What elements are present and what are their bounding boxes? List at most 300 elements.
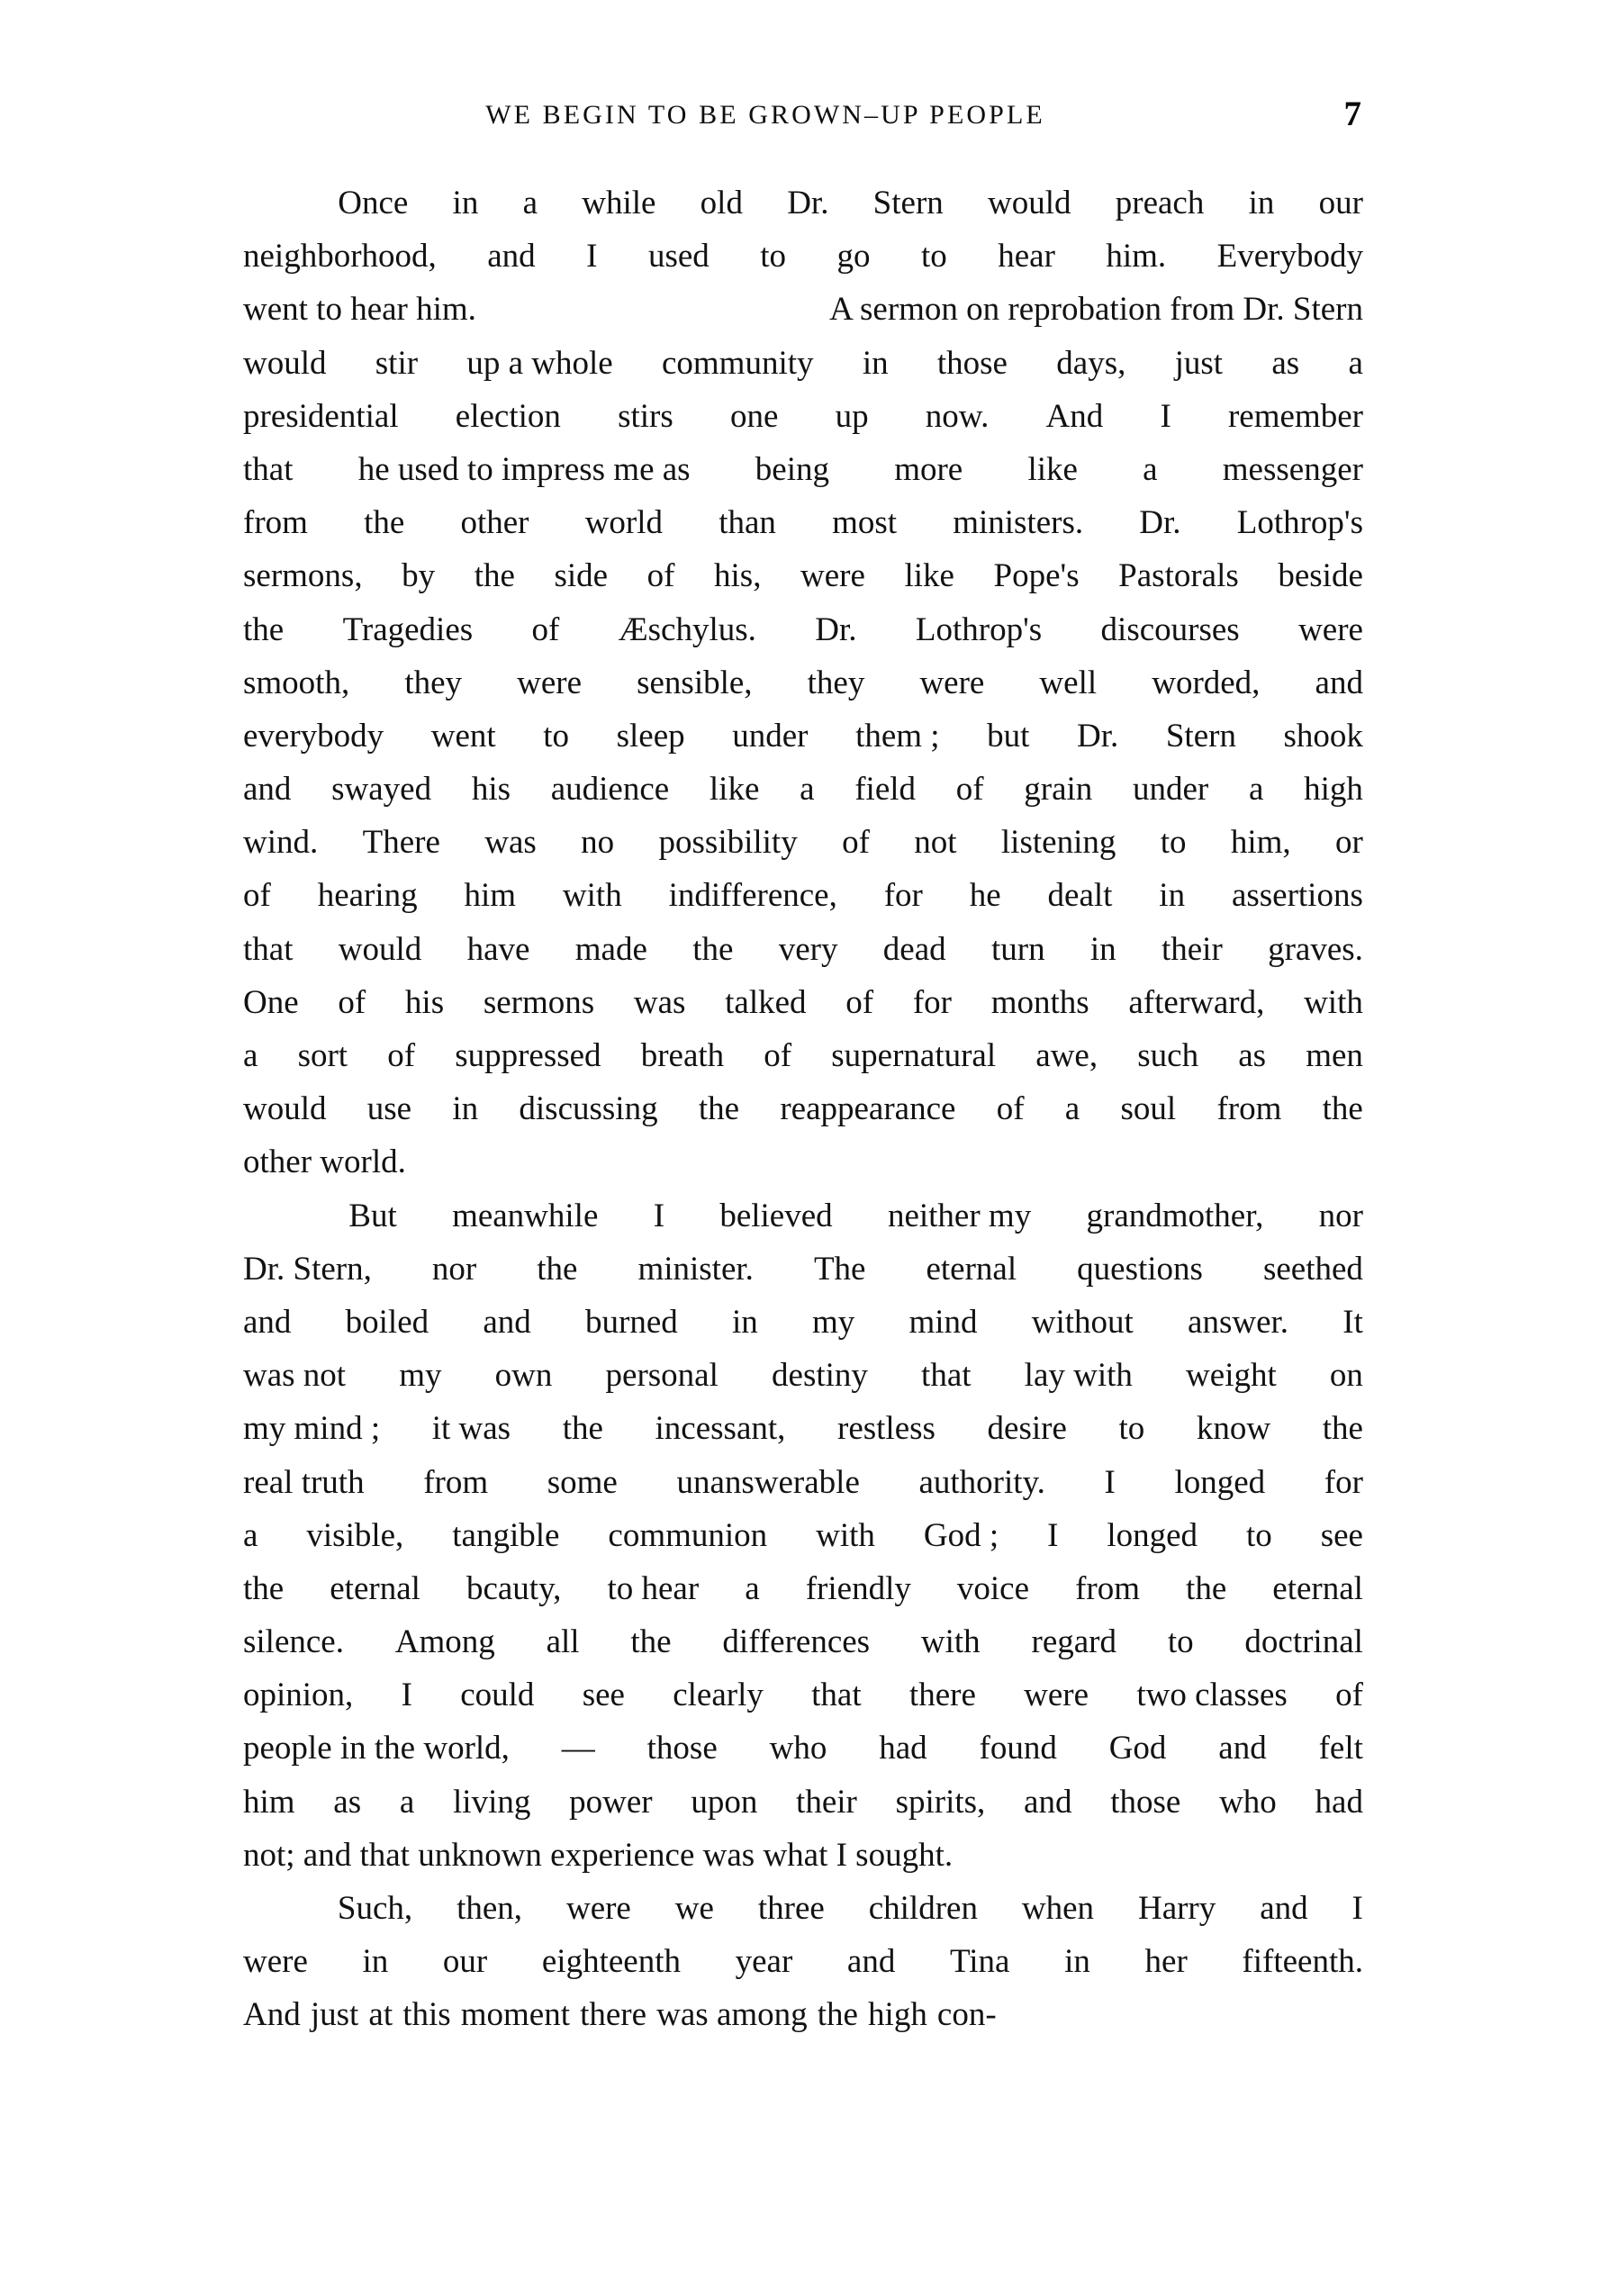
word: would (338, 930, 422, 968)
word: living (453, 1783, 531, 1821)
word: up (835, 397, 869, 435)
word: eighteenth (541, 1943, 681, 1981)
word: sleep (616, 717, 685, 755)
word: sermons, (243, 557, 363, 595)
text-line (243, 1402, 1363, 1455)
word: his, (714, 557, 762, 595)
word: eternal (330, 1569, 420, 1607)
word: Pope's (993, 557, 1080, 595)
word: and (846, 1943, 896, 1981)
word: regard (1031, 1623, 1116, 1661)
word: friendly (805, 1569, 911, 1607)
word: the (1322, 1410, 1363, 1448)
word: messenger (1222, 450, 1363, 488)
word: assertions (1231, 877, 1363, 915)
word: Dr. (1139, 504, 1181, 542)
paragraph (243, 1882, 1363, 2042)
word: seethed (1262, 1250, 1363, 1288)
word: him (464, 877, 517, 915)
word: Harry (1137, 1890, 1216, 1927)
word: old (700, 185, 743, 221)
word: to (543, 717, 570, 755)
word: Lothrop's (1236, 504, 1363, 542)
word: all (546, 1623, 580, 1661)
word: Stern (1165, 717, 1236, 755)
word: audience (550, 771, 670, 809)
word: two classes (1136, 1677, 1288, 1714)
word: three (757, 1890, 825, 1927)
text-line (243, 1935, 1363, 1988)
word: I (401, 1677, 412, 1714)
word: grandmother, (1086, 1197, 1264, 1234)
word: in (1064, 1943, 1090, 1981)
text-line (243, 1668, 1363, 1722)
word: destiny (772, 1357, 868, 1395)
word: and (243, 1303, 292, 1341)
word: were (517, 664, 582, 701)
word: grain (1024, 771, 1093, 809)
word: most (832, 504, 898, 542)
word: supernatural (831, 1037, 997, 1074)
word: swayed (331, 771, 432, 809)
word: as (1238, 1037, 1267, 1074)
word: Tina (949, 1943, 1010, 1981)
word: to (920, 238, 947, 276)
text-line (243, 763, 1363, 816)
word: who (1219, 1783, 1277, 1821)
word: Pastorals (1118, 557, 1239, 595)
word: his (404, 983, 445, 1021)
word: that (921, 1357, 972, 1395)
word: they (807, 664, 865, 701)
word: eternal (926, 1250, 1017, 1288)
word: restless (837, 1410, 936, 1448)
word: the (562, 1410, 603, 1448)
word: discussing (519, 1090, 658, 1128)
word: and (1260, 1890, 1308, 1927)
text-line (243, 1722, 1363, 1775)
word: were (800, 557, 865, 595)
word: Tragedies (342, 610, 474, 648)
word: were (243, 1943, 308, 1981)
word: in (452, 1090, 479, 1128)
word: without (1031, 1303, 1134, 1341)
word: our (1318, 185, 1363, 221)
word: while (582, 185, 656, 221)
word: mind (908, 1303, 978, 1341)
word: had (1315, 1783, 1363, 1821)
word: for (1324, 1463, 1363, 1501)
word: him (243, 1783, 295, 1821)
word: by (402, 557, 436, 595)
word: than (719, 504, 776, 542)
word: they (404, 664, 463, 701)
word: presidential (243, 397, 399, 435)
word: neither my (887, 1197, 1032, 1234)
word: men (1306, 1037, 1363, 1074)
text-line (243, 1349, 1363, 1402)
word: and (1315, 664, 1363, 701)
word: community (661, 344, 814, 382)
word: of (531, 610, 560, 648)
word: them ; (855, 717, 940, 755)
word: own (494, 1357, 553, 1395)
word: God (1108, 1730, 1167, 1767)
word: was (484, 824, 537, 862)
word: to hear (607, 1569, 700, 1607)
word: answer. (1188, 1303, 1289, 1341)
word: from (243, 504, 308, 542)
word: in (1159, 877, 1186, 915)
word: Once (338, 185, 409, 221)
text-line (243, 1189, 1363, 1243)
text-line (243, 1988, 1363, 2041)
word: stir (375, 344, 419, 382)
word: would (243, 1090, 327, 1128)
word: their (1161, 930, 1223, 968)
word: I (1047, 1516, 1059, 1554)
word: being (755, 450, 829, 488)
word: and (1024, 1783, 1072, 1821)
word: And (243, 1996, 301, 2034)
word: opinion, (243, 1677, 354, 1714)
word: reappearance (780, 1090, 956, 1128)
word: went to hear him. (243, 291, 476, 329)
word: Such, (337, 1890, 413, 1927)
text-line (243, 1456, 1363, 1509)
text-line (243, 1135, 1363, 1189)
word: in (862, 344, 889, 382)
word: in (452, 185, 479, 221)
word: field (854, 771, 917, 809)
word: from (423, 1463, 489, 1501)
word: Stern (872, 185, 944, 221)
text-line (243, 1082, 1363, 1135)
word: election (455, 397, 561, 435)
word: worded, (1152, 664, 1261, 701)
word: of (646, 557, 675, 595)
text-line (243, 283, 1363, 336)
word: authority. (918, 1463, 1045, 1501)
word: people in the world, (243, 1730, 510, 1767)
word: preach (1115, 185, 1205, 221)
word: sermons (483, 983, 595, 1021)
word: dead (882, 930, 946, 968)
word: And (1045, 397, 1104, 435)
word: a (1348, 344, 1363, 382)
word: possibility (658, 824, 798, 862)
word: lay with (1024, 1357, 1133, 1395)
word: use (366, 1090, 412, 1128)
word: Dr. (1077, 717, 1119, 755)
word: the (474, 557, 515, 595)
text-line (243, 1829, 1363, 1882)
word: listening (1000, 824, 1116, 862)
word: the (1322, 1090, 1363, 1128)
word: upon (691, 1783, 758, 1821)
word: dealt (1047, 877, 1113, 915)
word: spirits, (895, 1783, 986, 1821)
word: months (990, 983, 1089, 1021)
word: know (1196, 1410, 1271, 1448)
word: Among (394, 1623, 495, 1661)
word: ministers. (953, 504, 1084, 542)
word: Dr. Stern, (243, 1250, 372, 1288)
word: him. (1106, 238, 1167, 276)
word: was not (243, 1357, 347, 1395)
word: the (692, 930, 734, 968)
word: was among (656, 1996, 808, 2034)
word: high (1304, 771, 1363, 809)
word: turn (990, 930, 1045, 968)
word: with (562, 877, 622, 915)
paragraph (243, 1189, 1363, 1882)
word: believed (719, 1197, 833, 1234)
word: of (387, 1037, 416, 1074)
word: my mind ; (243, 1410, 381, 1448)
text-line (243, 1882, 1363, 1935)
word: communion (608, 1516, 768, 1554)
word: from (1075, 1569, 1140, 1607)
word: was (633, 983, 686, 1021)
word: at (368, 1996, 393, 2034)
text-line (243, 1509, 1363, 1562)
word: con- (936, 1996, 997, 2034)
word: that (243, 930, 294, 968)
word: a (1248, 771, 1264, 809)
word: voice (956, 1569, 1030, 1607)
text-line (243, 976, 1363, 1029)
text-line (243, 1562, 1363, 1615)
word: there (580, 1996, 647, 2034)
text-line (243, 869, 1363, 922)
word: in (1089, 930, 1116, 968)
word: shook (1283, 717, 1363, 755)
word: I (653, 1197, 665, 1234)
word: it was (431, 1410, 511, 1448)
text-line (243, 1029, 1363, 1082)
word: in (1248, 185, 1275, 221)
word: afterward, (1128, 983, 1265, 1021)
word: side (554, 557, 609, 595)
running-head: WE BEGIN TO BE GROWN–UP PEOPLE (485, 100, 1045, 130)
word: suppressed (455, 1037, 601, 1074)
word: go (836, 238, 871, 276)
word: such (1137, 1037, 1199, 1074)
word: of (764, 1037, 792, 1074)
word: for (912, 983, 952, 1021)
word: made (574, 930, 647, 968)
word: moment (460, 1996, 571, 2034)
word: under (1133, 771, 1209, 809)
text-line (243, 230, 1363, 283)
word: Everybody (1216, 238, 1363, 276)
word: well (1039, 664, 1098, 701)
word: stirs (618, 397, 673, 435)
word: a (243, 1037, 258, 1074)
word: not; and that unknown experience was what I sought. (243, 1836, 954, 1874)
word: in (731, 1303, 758, 1341)
word: some (547, 1463, 618, 1501)
word: of (338, 983, 366, 1021)
word: from (1216, 1090, 1282, 1128)
word: doctrinal (1244, 1623, 1363, 1661)
word: a (745, 1569, 760, 1607)
word: neighborhood, (243, 238, 437, 276)
word: then, (456, 1890, 523, 1927)
word: power (569, 1783, 653, 1821)
word: with (1304, 983, 1363, 1021)
word: indifference, (668, 877, 837, 915)
word: he (969, 877, 1001, 915)
word: of (845, 983, 874, 1021)
word: found (979, 1730, 1057, 1767)
word: were (919, 664, 985, 701)
word: we (674, 1890, 714, 1927)
word: weight (1186, 1357, 1277, 1395)
word: used (647, 238, 710, 276)
word: longed (1107, 1516, 1198, 1554)
word: under (732, 717, 809, 755)
word: now. (925, 397, 990, 435)
word: smooth, (243, 664, 350, 701)
text-line (243, 710, 1363, 763)
word: breath (640, 1037, 725, 1074)
word: The (813, 1250, 866, 1288)
word: of (243, 877, 271, 915)
word: of (1335, 1677, 1363, 1714)
word: nor (431, 1250, 477, 1288)
word: this (402, 1996, 451, 2034)
word: hearing (317, 877, 418, 915)
word: Dr. (787, 185, 829, 221)
text-line (243, 603, 1363, 656)
word: I (1351, 1890, 1363, 1927)
text-line (243, 1776, 1363, 1829)
word: graves. (1268, 930, 1363, 968)
word: other (460, 504, 529, 542)
word: as (333, 1783, 362, 1821)
word: sensible, (637, 664, 753, 701)
word: real truth (243, 1463, 365, 1501)
word: when (1021, 1890, 1095, 1927)
word: to (1118, 1410, 1145, 1448)
word: like (1027, 450, 1078, 488)
text-line (243, 1615, 1363, 1668)
word: high (868, 1996, 927, 2034)
word: just (1174, 344, 1224, 382)
word: or (1335, 824, 1363, 862)
word: Lothrop's (915, 610, 1043, 648)
word: those (936, 344, 1008, 382)
word: It (1342, 1303, 1363, 1341)
word: A sermon on reprobation from Dr. Stern (829, 291, 1363, 329)
word: discourses (1100, 610, 1240, 648)
word: up a whole (466, 344, 613, 382)
word: fifteenth. (1242, 1943, 1363, 1981)
word: the (698, 1090, 740, 1128)
word: on (1329, 1357, 1363, 1395)
word: and (1218, 1730, 1267, 1767)
word: desire (987, 1410, 1067, 1448)
word: sort (297, 1037, 348, 1074)
word: of (996, 1090, 1025, 1128)
word: my (399, 1357, 442, 1395)
word: meanwhile (452, 1197, 599, 1234)
word: the (364, 504, 405, 542)
word: I (1160, 397, 1171, 435)
word: just (310, 1996, 359, 2034)
word: Æschylus. (618, 610, 756, 648)
word: her (1144, 1943, 1188, 1981)
word: that (811, 1677, 862, 1714)
word: a (1143, 450, 1158, 488)
word: of (842, 824, 870, 862)
word: felt (1318, 1730, 1363, 1767)
word: to (1160, 824, 1187, 862)
word: with (816, 1516, 875, 1554)
text-line (243, 549, 1363, 602)
word: I (1104, 1463, 1116, 1501)
text-line (243, 496, 1363, 549)
word: the (537, 1250, 578, 1288)
word: There (362, 824, 440, 862)
word: — (561, 1730, 595, 1767)
word: silence. (243, 1623, 344, 1661)
word: the (243, 610, 285, 648)
word: of (955, 771, 984, 809)
word: could (460, 1677, 535, 1714)
word: everybody (243, 717, 384, 755)
word: but (987, 717, 1030, 755)
text-line (243, 1296, 1363, 1349)
word: were (565, 1890, 631, 1927)
word: their (796, 1783, 857, 1821)
word: differences (722, 1623, 871, 1661)
word: more (894, 450, 963, 488)
word: bcauty, (466, 1569, 562, 1607)
word: One (243, 983, 299, 1021)
word: had (879, 1730, 927, 1767)
word: those (1110, 1783, 1181, 1821)
word: to (760, 238, 787, 276)
word: were (1024, 1677, 1089, 1714)
text-line (243, 176, 1363, 230)
word: clearly (673, 1677, 764, 1714)
word: tangible (452, 1516, 560, 1554)
word: remember (1227, 397, 1363, 435)
word: that (243, 450, 294, 488)
word: his (471, 771, 511, 809)
word: God ; (923, 1516, 999, 1554)
word: he used to impress me as (357, 450, 691, 488)
text-line (243, 443, 1363, 496)
word: my (811, 1303, 855, 1341)
word: very (778, 930, 838, 968)
word: were (1298, 610, 1363, 648)
word: other world. (243, 1143, 406, 1181)
word: a (1064, 1090, 1080, 1128)
word: the (630, 1623, 672, 1661)
word: there (908, 1677, 976, 1714)
word: to (1246, 1516, 1272, 1554)
word: him, (1230, 824, 1291, 862)
text-line (243, 390, 1363, 443)
word: visible, (306, 1516, 404, 1554)
word: and (243, 771, 292, 809)
word: went (430, 717, 496, 755)
body-text (243, 176, 1363, 2042)
